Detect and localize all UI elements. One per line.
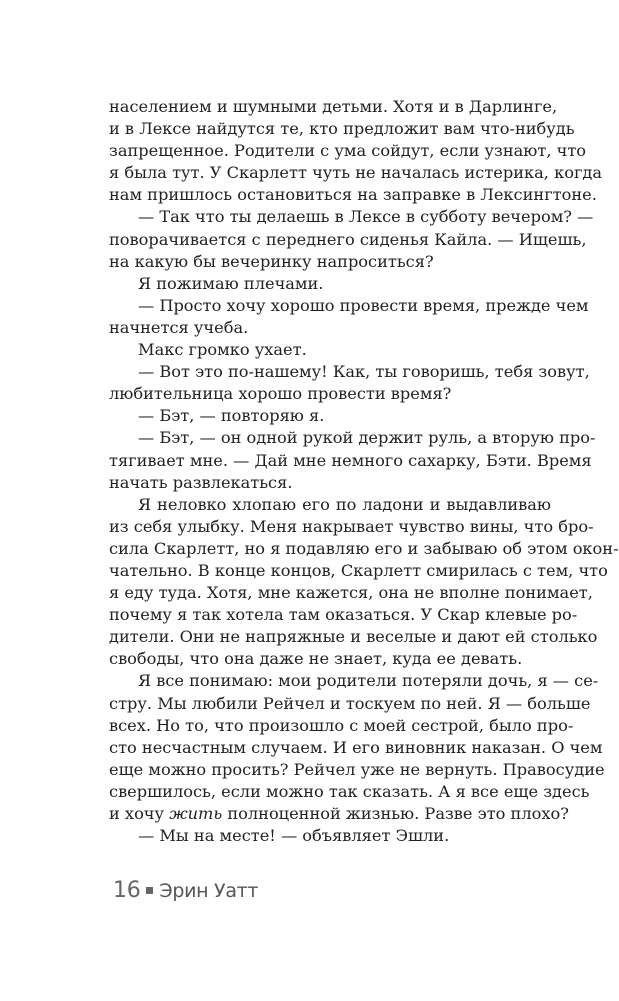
text-line: Макс громко ухает. [138, 340, 307, 360]
text-line: тягивает мне. — Дай мне немного сахарку, Бэти. Время [109, 450, 592, 470]
text-line: — Мы на месте! — объявляет Эшли. [138, 826, 450, 846]
text-line: Я неловко хлопаю его по ладони и выдавливаю [138, 494, 551, 514]
text-line [109, 803, 569, 825]
text-line: чательно. В конце концов, Скарлетт смирилась с тем, что [109, 560, 608, 580]
text-line: свободы, что она даже не знает, куда ее девать. [109, 649, 523, 669]
page-footer [113, 878, 258, 903]
text-line: начать развлекаться. [109, 472, 293, 492]
text-line: — Вот это по-нашему! Как, ты говоришь, тебя зовут, [138, 362, 590, 382]
page-number: 16 [113, 878, 141, 903]
text-line: стру. Мы любили Рейчел и тоскуем по ней. Я — больше [109, 693, 591, 713]
text-line: — Просто хочу хорошо провести время, прежде чем [138, 295, 589, 315]
text-line: я была тут. У Скарлетт чуть не началась истерика, когда [109, 163, 603, 183]
text-line: сто несчастным случаем. И его виновник наказан. О чем [109, 737, 603, 757]
text-line-end: полноценной жизнью. Разве это плохо? [222, 804, 569, 823]
text-line: любительница хорошо провести время? [109, 384, 452, 404]
text-line: — Бэт, — он одной рукой держит руль, а вторую про- [138, 428, 596, 448]
text-line: населением и шумными детьми. Хотя и в Дарлинге, [109, 97, 558, 116]
italic-word: жить [169, 804, 223, 823]
text-line: Я пожимаю плечами. [138, 273, 324, 293]
text-line: сила Скарлетт, но я подавляю его и забываю об этом окон- [109, 538, 619, 558]
text-line: — Так что ты делаешь в Лексе в субботу вечером? — [138, 207, 594, 227]
text-line: и в Лексе найдутся те, кто предложит вам что-нибудь [109, 119, 575, 139]
text-line: всех. Но то, что произошло с моей сестрой, было про- [109, 715, 574, 735]
text-line: свершилось, если можно так сказать. А я все еще здесь [109, 781, 590, 801]
author-name: Эрин Уатт [159, 880, 259, 902]
text-line: почему я так хотела там оказаться. У Скар клевые ро- [109, 605, 578, 625]
text-line: дители. Они не напряжные и веселые и дают ей столько [109, 627, 598, 647]
text-line: из себя улыбку. Меня накрывает чувство вины, что бро- [109, 516, 594, 536]
text-line: на какую бы вечеринку напроситься? [109, 251, 434, 271]
text-line: запрещенное. Родители с ума сойдут, если узнают, что [109, 141, 587, 161]
text-line: я еду туда. Хотя, мне кажется, она не вполне понимает, [109, 583, 593, 603]
book-page-text [109, 96, 619, 847]
text-line: еще можно просить? Рейчел уже не вернуть. Правосудие [109, 759, 605, 779]
text-line: Я все понимаю: мои родители потеряли дочь, я — се- [138, 671, 599, 691]
text-line: нам пришлось остановиться на заправке в Лексингтоне. [109, 185, 597, 205]
square-bullet-icon [146, 887, 153, 894]
text-line: поворачивается с переднего сиденья Кайла. — Ищешь, [109, 229, 587, 249]
text-line-start: и хочу [109, 804, 170, 823]
text-line: начнется учеба. [109, 317, 249, 337]
text-line: — Бэт, — повторяю я. [138, 406, 325, 426]
